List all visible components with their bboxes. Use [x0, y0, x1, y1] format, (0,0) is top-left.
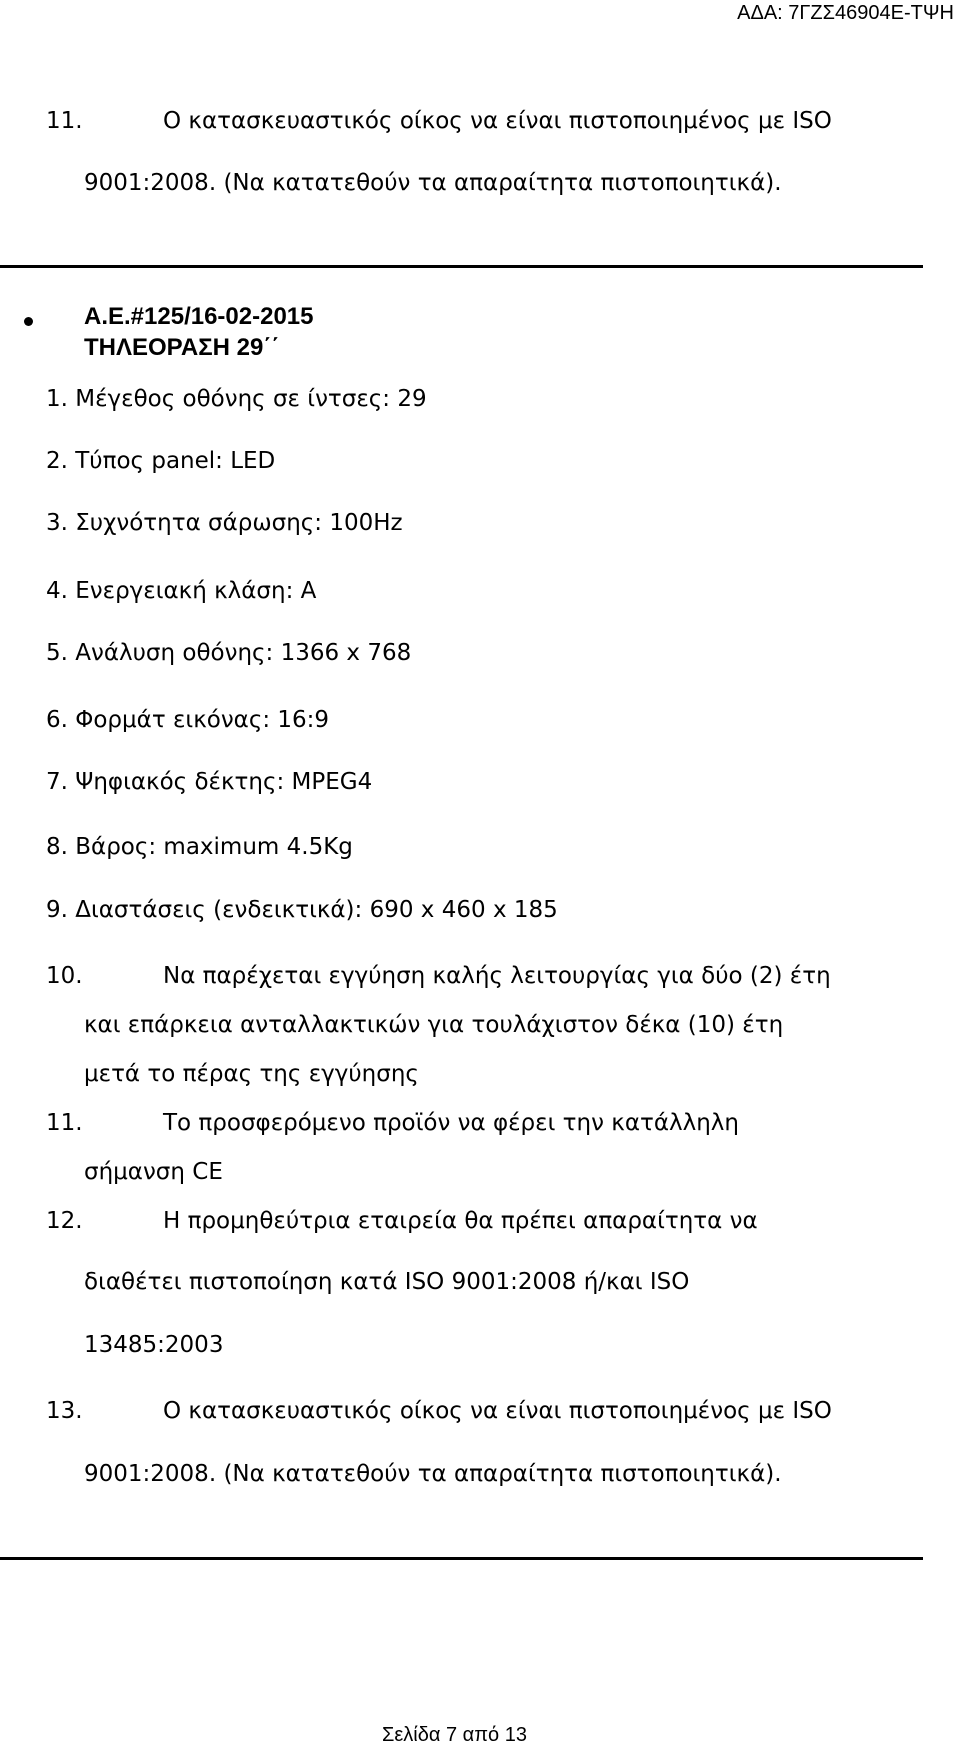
spec-item: 1. Μέγεθος οθόνης σε ίντσες: 29 — [46, 386, 427, 412]
item-text: Να παρέχεται εγγύηση καλής λειτουργίας για δύο (2) έτη — [163, 963, 831, 989]
item-number: 12. — [46, 1208, 83, 1234]
section-title: ΤΗΛΕΟΡΑΣΗ 29΄΄ — [84, 334, 280, 361]
item-number: 13. — [46, 1398, 83, 1424]
item-text: Ο κατασκευαστικός οίκος να είναι πιστοποιημένος με ISO — [163, 108, 832, 134]
item-text: σήμανση CE — [84, 1159, 223, 1185]
item-text: διαθέτει πιστοποίηση κατά ISO 9001:2008 ή/και ISO — [84, 1269, 690, 1295]
divider — [0, 1557, 923, 1560]
spec-item: 9. Διαστάσεις (ενδεικτικά): 690 x 460 x 185 — [46, 897, 558, 923]
item-text: και επάρκεια ανταλλακτικών για τουλάχιστον δέκα (10) έτη — [84, 1012, 784, 1038]
ada-code: ΑΔΑ: 7ΓΖΣ46904Ε-ΤΨΗ — [737, 2, 954, 24]
item-text: 9001:2008. (Να κατατεθούν τα απαραίτητα πιστοποιητικά). — [84, 1461, 782, 1487]
spec-item: 7. Ψηφιακός δέκτης: MPEG4 — [46, 769, 373, 795]
section-ref: Α.Ε.#125/16-02-2015 — [84, 303, 314, 330]
divider — [0, 265, 923, 268]
spec-item: 2. Τύπος panel: LED — [46, 448, 276, 474]
item-number: 11. — [46, 1110, 83, 1136]
item-number: 10. — [46, 963, 83, 989]
item-text: Η προμηθεύτρια εταιρεία θα πρέπει απαραίτητα να — [163, 1208, 758, 1234]
item-text: μετά το πέρας της εγγύησης — [84, 1061, 419, 1087]
spec-item: 6. Φορμάτ εικόνας: 16:9 — [46, 707, 330, 733]
spec-item: 5. Ανάλυση οθόνης: 1366 x 768 — [46, 640, 412, 666]
spec-item: 4. Ενεργειακή κλάση: Α — [46, 578, 317, 604]
page-footer: Σελίδα 7 από 13 — [382, 1724, 527, 1746]
item-text: Το προσφερόμενο προϊόν να φέρει την κατάλληλη — [163, 1110, 739, 1136]
item-text: 9001:2008. (Να κατατεθούν τα απαραίτητα πιστοποιητικά). — [84, 170, 782, 196]
spec-item: 8. Βάρος: maximum 4.5Kg — [46, 834, 353, 860]
item-number: 11. — [46, 108, 83, 134]
item-text: Ο κατασκευαστικός οίκος να είναι πιστοποιημένος με ISO — [163, 1398, 832, 1424]
item-text: 13485:2003 — [84, 1332, 224, 1358]
bullet-icon — [24, 317, 33, 326]
spec-item: 3. Συχνότητα σάρωσης: 100Hz — [46, 510, 403, 536]
